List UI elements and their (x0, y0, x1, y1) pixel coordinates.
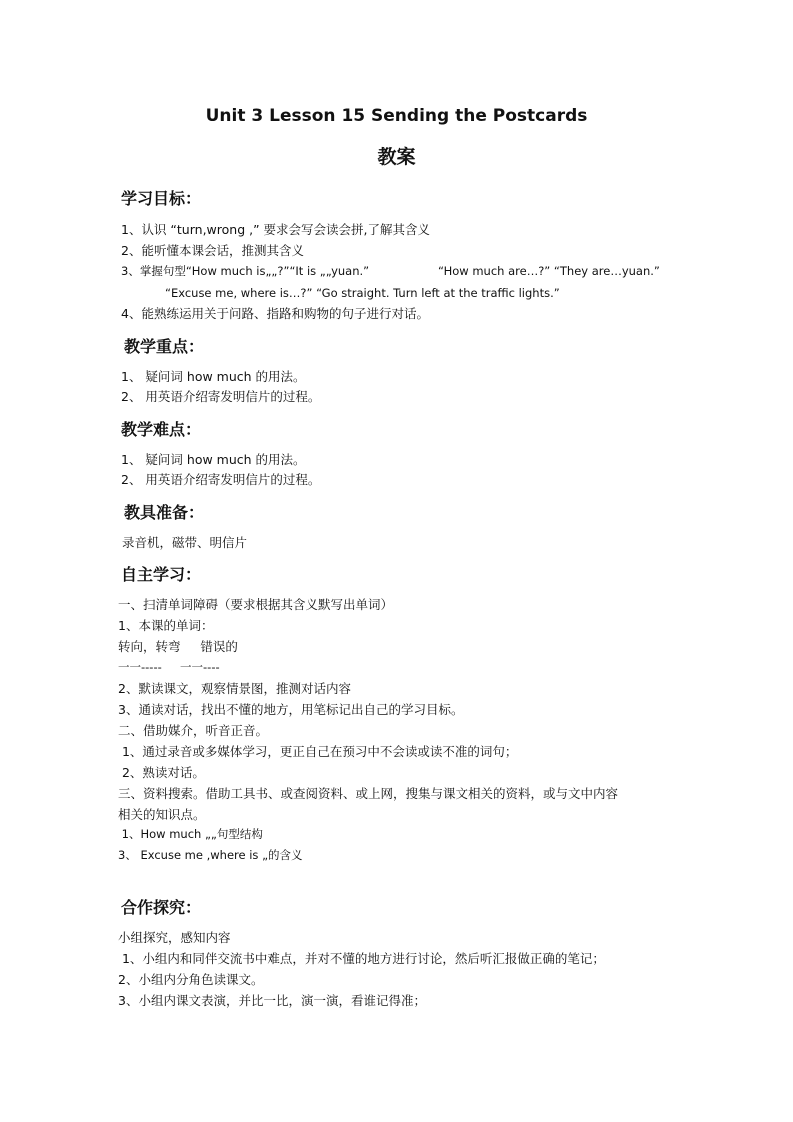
self-study-line: 二、借助媒介，听音正音。 (118, 723, 269, 738)
self-study-line: 一、扫清单词障碍（要求根据其含义默写出单词） (118, 597, 394, 612)
cooperation-line: 3、小组内课文表演，并比一比，演一演，看谁记得准； (118, 993, 426, 1008)
objective-item-3-line2: “Excuse me, where is…?” “Go straight. Turn left at the traffic lights.” (165, 286, 560, 300)
self-study-line: 转向，转弯 错误的 (118, 639, 238, 654)
self-study-line: 1、通过录音或多媒体学习，更正自己在预习中不会读或读不准的词句； (118, 744, 518, 759)
objective-item-1: 1、认识 “turn,wrong ,” 要求会写会读会拼,了解其含义 (121, 222, 431, 237)
difficulties-heading: 教学难点： (121, 420, 202, 439)
self-study-line: 3、通读对话，找出不懂的地方，用笔标记出自己的学习目标。 (118, 702, 464, 717)
cooperation-heading: 合作探究： (121, 898, 202, 917)
key-point-item-2: 2、 用英语介绍寄发明信片的过程。 (121, 389, 321, 404)
self-study-line: 1、How much „„句型结构 (118, 827, 263, 841)
objective-item-3: 3、掌握句型“How much is„„?”“It is „„yuan.” (121, 264, 370, 278)
objective-item-4: 4、能熟练运用关于问路、指路和购物的句子进行对话。 (121, 306, 429, 321)
difficulty-item-2: 2、 用英语介绍寄发明信片的过程。 (121, 472, 321, 487)
objectives-heading: 学习目标： (121, 189, 202, 208)
cooperation-line: 2、小组内分角色读课文。 (118, 972, 264, 987)
materials-text: 录音机，磁带、明信片 (122, 535, 248, 550)
materials-heading: 教具准备： (124, 503, 205, 522)
difficulty-item-1: 1、 疑问词 how much 的用法。 (121, 452, 306, 467)
document-title-english: Unit 3 Lesson 15 Sending the Postcards (205, 106, 588, 126)
self-study-line: 3、 Excuse me ,where is „的含义 (118, 848, 303, 862)
cooperation-line: 1、小组内和同伴交流书中难点，并对不懂的地方进行讨论，然后听汇报做正确的笔记； (118, 951, 605, 966)
self-study-line: 2、默读课文，观察情景图，推测对话内容 (118, 681, 351, 696)
objective-item-3-cont: “How much are…?” “They are…yuan.” (438, 264, 660, 278)
key-point-item-1: 1、 疑问词 how much 的用法。 (121, 369, 306, 384)
objective-item-2: 2、能听懂本课会话，推测其含义 (121, 243, 304, 258)
key-points-heading: 教学重点： (124, 337, 205, 356)
cooperation-line: 小组探究，感知内容 (118, 930, 231, 945)
self-study-line: 1、本课的单词： (118, 618, 214, 633)
self-study-heading: 自主学习： (121, 565, 202, 584)
document-title-chinese: 教案 (377, 146, 416, 168)
self-study-line: 相关的知识点。 (118, 807, 206, 822)
self-study-line: 2、熟读对话。 (118, 765, 205, 780)
self-study-line: 三、资料搜索。借助工具书、或查阅资料、或上网，搜集与课文相关的资料，或与文中内容 (118, 786, 619, 801)
self-study-line: 一一----- 一一---- (118, 660, 220, 674)
